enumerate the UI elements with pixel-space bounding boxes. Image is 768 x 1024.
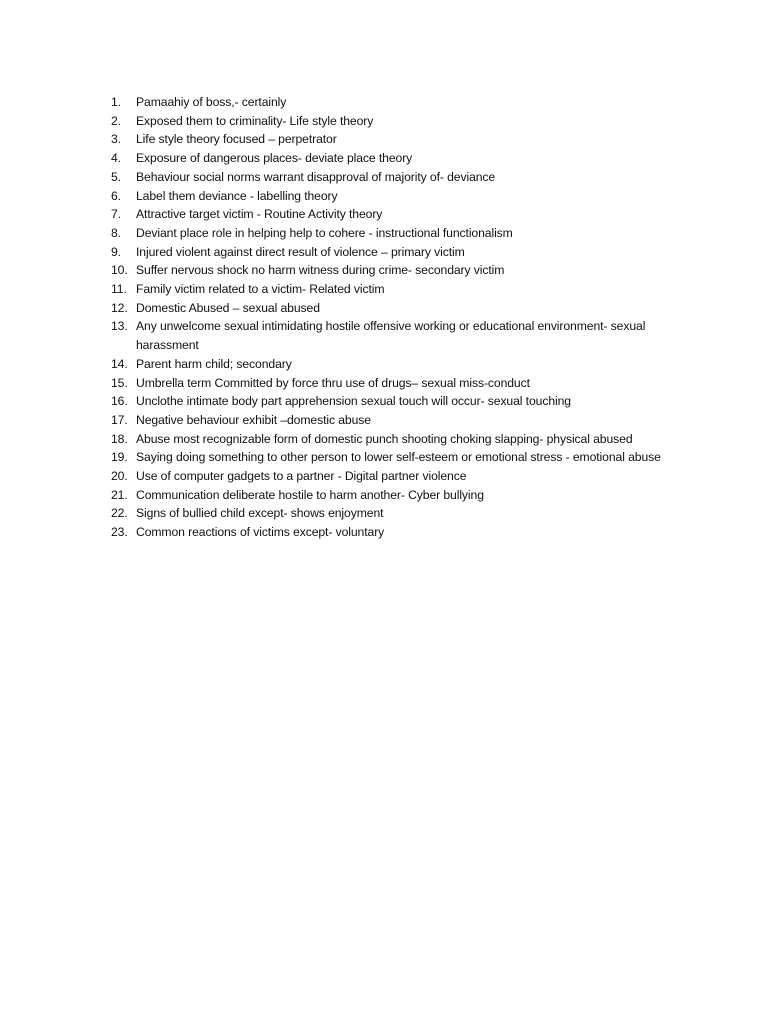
list-item-number: 2. xyxy=(111,113,121,128)
list-item xyxy=(111,93,671,112)
list-item-number: 21. xyxy=(111,487,128,502)
list-item xyxy=(111,448,671,467)
list-item-number: 15. xyxy=(111,375,128,390)
numbered-list xyxy=(111,93,671,542)
list-item-number: 22. xyxy=(111,506,128,521)
list-item xyxy=(111,187,671,206)
list-item-text: Life style theory focused – perpetrator xyxy=(136,132,337,147)
list-item-number: 12. xyxy=(111,300,128,315)
list-item xyxy=(111,224,671,243)
list-item-number: 1. xyxy=(111,95,121,109)
list-item xyxy=(111,467,671,486)
list-item-text: Parent harm child; secondary xyxy=(136,356,292,371)
list-item-text: Umbrella term Committed by force thru use of drugs– sexual miss-conduct xyxy=(136,375,530,390)
list-item-number: 9. xyxy=(111,244,121,259)
list-item-number: 8. xyxy=(111,225,121,240)
list-item xyxy=(111,112,671,131)
list-item-text: Common reactions of victims except- voluntary xyxy=(136,525,385,540)
list-item-text: Abuse most recognizable form of domestic punch shooting choking slapping- physical abused xyxy=(136,431,633,446)
list-item-text: Unclothe intimate body part apprehension sexual touch will occur- sexual touching xyxy=(136,394,571,409)
list-item xyxy=(111,504,671,523)
list-item-text: Exposure of dangerous places- deviate place theory xyxy=(136,151,413,166)
list-item-number: 18. xyxy=(111,431,128,446)
list-item-number: 11. xyxy=(111,282,127,297)
list-item xyxy=(111,355,671,374)
list-item xyxy=(111,317,671,354)
list-item xyxy=(111,392,671,411)
list-item-text: Label them deviance - labelling theory xyxy=(136,188,338,203)
list-item-text: Behaviour social norms warrant disapproval of majority of- deviance xyxy=(136,169,496,184)
list-item-text: Pamaahiy of boss,- certainly xyxy=(136,95,287,109)
list-item-text: Any unwelcome sexual intimidating hostile offensive working or educational environment- sexual harassment xyxy=(136,319,646,353)
list-item-number: 13. xyxy=(111,319,128,334)
list-item-number: 17. xyxy=(111,412,128,427)
list-item xyxy=(111,168,671,187)
list-item-text: Domestic Abused – sexual abused xyxy=(136,300,320,315)
list-item-text: Exposed them to criminality- Life style theory xyxy=(136,113,374,128)
list-item-number: 4. xyxy=(111,151,121,166)
list-item xyxy=(111,130,671,149)
list-item-text: Suffer nervous shock no harm witness during crime- secondary victim xyxy=(136,263,505,278)
list-item xyxy=(111,486,671,505)
list-item-text: Injured violent against direct result of violence – primary victim xyxy=(136,244,465,259)
list-item xyxy=(111,299,671,318)
list-item xyxy=(111,411,671,430)
list-item-number: 6. xyxy=(111,188,121,203)
list-item xyxy=(111,261,671,280)
list-item xyxy=(111,374,671,393)
list-item-text: Family victim related to a victim- Related victim xyxy=(136,282,385,297)
list-item xyxy=(111,205,671,224)
list-item-text: Communication deliberate hostile to harm another- Cyber bullying xyxy=(136,487,484,502)
list-item xyxy=(111,523,671,542)
list-item-text: Saying doing something to other person to lower self-esteem or emotional stress - emotional abuse xyxy=(136,450,661,465)
list-item-number: 5. xyxy=(111,169,121,184)
list-item xyxy=(111,243,671,262)
list-item-number: 10. xyxy=(111,263,128,278)
list-item-number: 14. xyxy=(111,356,128,371)
list-item-text: Signs of bullied child except- shows enjoyment xyxy=(136,506,384,521)
list-item xyxy=(111,149,671,168)
list-item-number: 20. xyxy=(111,469,128,484)
list-item-text: Attractive target victim - Routine Activity theory xyxy=(136,207,383,222)
list-item-number: 3. xyxy=(111,132,121,147)
list-item xyxy=(111,280,671,299)
list-item-text: Use of computer gadgets to a partner - Digital partner violence xyxy=(136,469,467,484)
list-item-text: Deviant place role in helping help to cohere - instructional functionalism xyxy=(136,225,513,240)
list-item-number: 19. xyxy=(111,450,128,465)
list-item-text: Negative behaviour exhibit –domestic abuse xyxy=(136,412,371,427)
list-item-number: 23. xyxy=(111,525,128,540)
list-item-number: 7. xyxy=(111,207,121,222)
list-item xyxy=(111,430,671,449)
list-item-number: 16. xyxy=(111,394,128,409)
